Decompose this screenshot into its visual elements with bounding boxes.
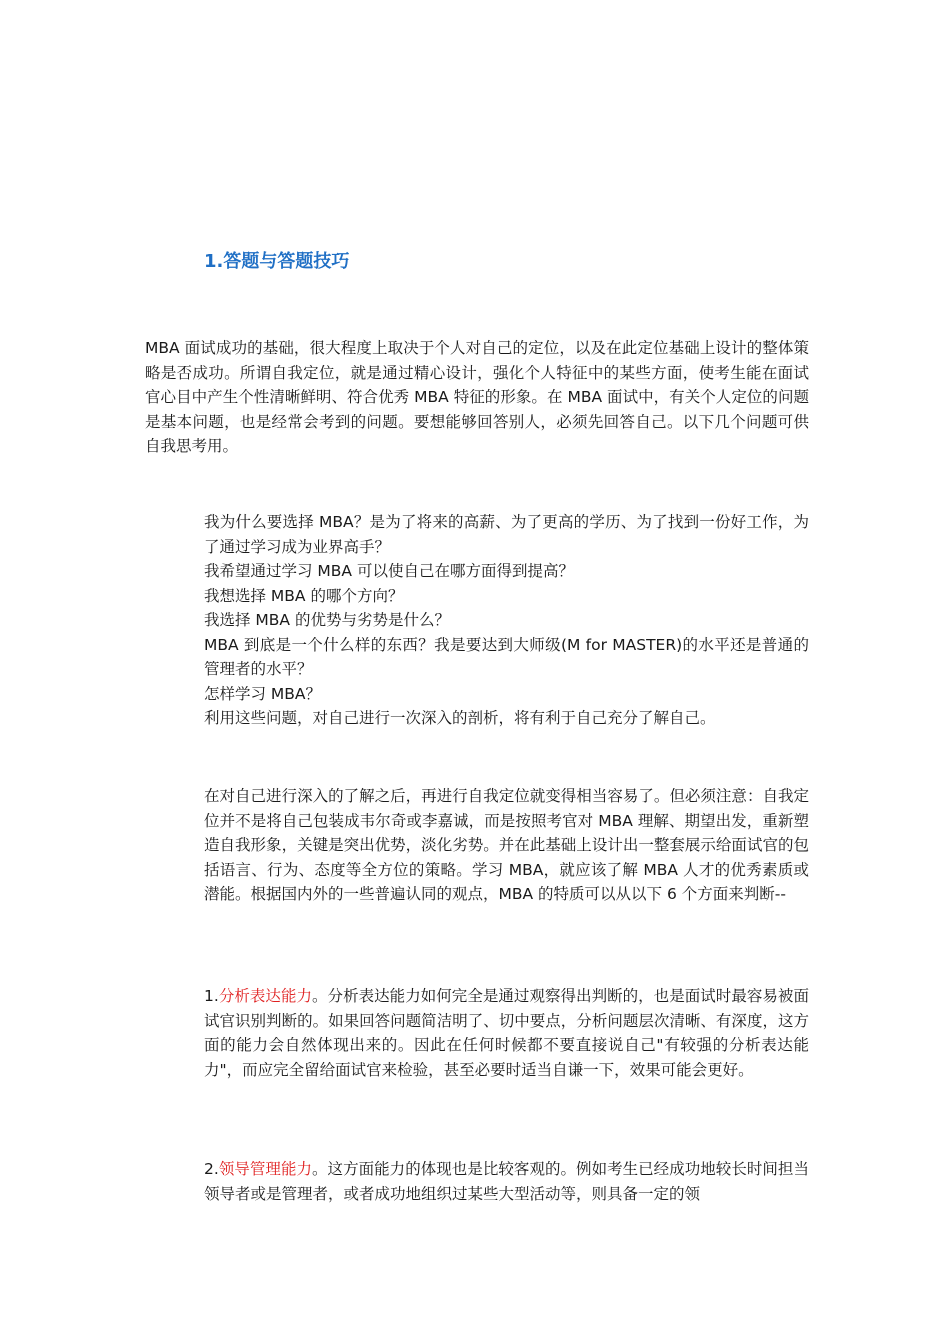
ability-2-text: 这方面能力的体现也是比较客观的。例如考生已经成功地较长时间担当领导者或是管理者，或者成功地组织过某些大型活动等，则具备一定的领 <box>204 1160 809 1203</box>
question-item: 我为什么要选择 MBA？是为了将来的高薪、为了更高的学历、为了找到一份好工作，为了通过学习成为业界高手？ <box>204 513 809 556</box>
question-item: 我想选择 MBA 的哪个方向？ <box>204 586 404 605</box>
section-heading: 1.答题与答题技巧 <box>204 251 350 272</box>
question-item: 怎样学习 MBA？ <box>204 684 322 703</box>
question-item: MBA 到底是一个什么样的东西？我是要达到大师级(M for MASTER)的水平还是普通的管理者的水平？ <box>204 635 809 678</box>
ability-1-text: 分析表达能力如何完全是通过观察得出判断的，也是面试时最容易被面试官识别判断的。如果回答问题简洁明了、切中要点，分析问题层次清晰、有深度，这方面的能力会自然体现出来的。因此在任何时候都不要直接说自己"有较强的分析表达能力"，而应完全留给面试官来检验，甚至必要时适当自谦一下，效果可能会更好。 <box>204 987 809 1079</box>
ability-1-paragraph <box>204 984 809 1082</box>
ability-1-period: 。 <box>312 987 328 1005</box>
ability-1-title: 分析表达能力 <box>218 987 313 1005</box>
question-item: 我希望通过学习 MBA 可以使自己在哪方面得到提高？ <box>204 562 574 580</box>
question-item: 我选择 MBA 的优势与劣势是什么？ <box>204 611 450 629</box>
ability-2-paragraph <box>204 1157 809 1206</box>
question-summary: 利用这些问题，对自己进行一次深入的剖析，将有利于自己充分了解自己。 <box>204 709 716 727</box>
ability-2-number: 2. <box>204 1160 219 1178</box>
intro-paragraph: MBA 面试成功的基础，很大程度上取决于个人对自己的定位，以及在此定位基础上设计的整体策略是否成功。所谓自我定位，就是通过精心设计，强化个人特征中的某些方面，使考生能在面试官心目中产生个性清晰鲜明、符合优秀 MBA 特征的形象。在 MBA 面试中，有关个人定位的问题是基本问题，也是经常会考到的问题。要想能够回答别人，必须先回答自己。以下几个问题可供自我思考用。 <box>145 339 809 455</box>
ability-1-number: 1. <box>204 987 219 1005</box>
ability-2-title: 领导管理能力 <box>218 1160 313 1178</box>
positioning-paragraph: 在对自己进行深入的了解之后，再进行自我定位就变得相当容易了。但必须注意：自我定位并不是将自己包装成韦尔奇或李嘉诚，而是按照考官对 MBA 理解、期望出发，重新塑造自我形象，关键是突出优势，淡化劣势。并在此基础上设计出一整套展示给面试官的包括语言、行为、态度等全方位的策略。学习 MBA，就应该了解 MBA 人才的优秀素质或潜能。根据国内外的一些普遍认同的观点，MBA 的特质可以从以下 6 个方面来判断-- <box>204 787 809 903</box>
question-list <box>204 510 809 731</box>
ability-2-period: 。 <box>312 1160 328 1178</box>
